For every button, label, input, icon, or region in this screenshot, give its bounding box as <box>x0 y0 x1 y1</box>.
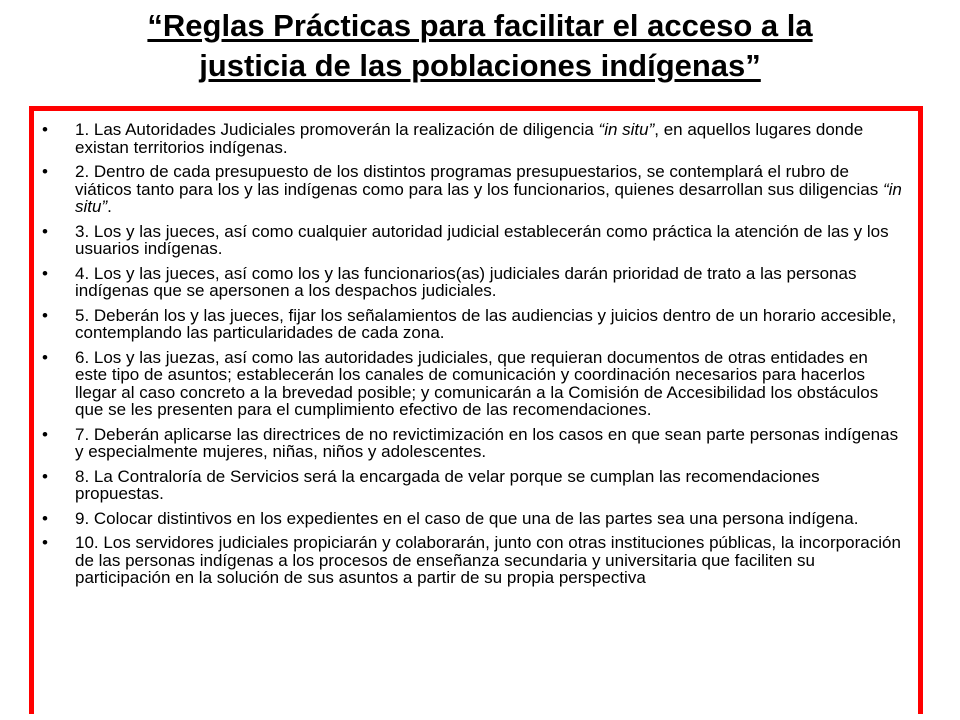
list-item <box>34 426 918 461</box>
list-item <box>34 121 918 156</box>
slide-title-line-2: justicia de las poblaciones indígenas” <box>199 48 761 83</box>
bullet-icon: • <box>42 508 48 528</box>
rule-text: 9. Colocar distintivos en los expedientes en el caso de que una de las partes sea una persona indígena. <box>75 508 859 528</box>
bullet-icon: • <box>42 120 48 139</box>
list-item <box>34 468 918 503</box>
rule-text: 6. Los y las juezas, así como las autoridades judiciales, que requieran documentos de otras entidades en este tipo de asuntos; establecerán los canales de comunicación y coordinación necesarios para hacerlos llegar al caso concreto a la brevedad posible; y comunicarán a la Comisión de Accesibilidad los obstáculos que se les presenten para el cumplimiento efectivo de las recomendaciones. <box>75 347 879 419</box>
slide-title <box>0 6 960 86</box>
list-item <box>34 510 918 528</box>
list-item <box>34 307 918 342</box>
rule-text: 4. Los y las jueces, así como los y las funcionarios(as) judiciales darán prioridad de trato a las personas indígenas que se apersonen a los despachos judiciales. <box>75 263 857 300</box>
list-item <box>34 265 918 300</box>
list-item <box>34 223 918 258</box>
rule-text: 1. Las Autoridades Judiciales promoverán la realización de diligencia “in situ”, en aquellos lugares donde existan territorios indígenas. <box>75 120 864 157</box>
rule-text: 8. La Contraloría de Servicios será la encargada de velar porque se cumplan las recomendaciones propuestas. <box>75 466 820 503</box>
bullet-icon: • <box>42 263 48 283</box>
rules-list <box>34 111 918 587</box>
bullet-icon: • <box>42 305 48 325</box>
bullet-icon: • <box>42 221 48 241</box>
bullet-icon: • <box>42 424 48 444</box>
list-item <box>34 349 918 419</box>
rule-text: 3. Los y las jueces, así como cualquier autoridad judicial establecerán como práctica la atención de las y los usuarios indígenas. <box>75 221 889 258</box>
rule-text: 7. Deberán aplicarse las directrices de no revictimización en los casos en que sean parte personas indígenas y especialmente mujeres, niñas, niños y adolescentes. <box>75 424 899 461</box>
slide-title-line-1: “Reglas Prácticas para facilitar el acceso a la <box>147 8 813 43</box>
rules-content-box <box>29 106 923 714</box>
bullet-icon: • <box>42 162 48 181</box>
rule-text: 2. Dentro de cada presupuesto de los distintos programas presupuestarios, se contemplará el rubro de viáticos tanto para los y las indígenas como para las y los funcionarios, quienes desarrollan sus diligencias “in situ”. <box>75 162 902 216</box>
rule-text: 5. Deberán los y las jueces, fijar los señalamientos de las audiencias y juicios dentro de un horario accesible, contemplando las particularidades de cada zona. <box>75 305 897 342</box>
bullet-icon: • <box>42 533 48 552</box>
bullet-icon: • <box>42 466 48 486</box>
list-item <box>34 534 918 587</box>
rule-text: 10. Los servidores judiciales propiciarán y colaborarán, junto con otras instituciones públicas, la incorporación de las personas indígenas a los procesos de enseñanza secundaria y universitaria que faciliten su participación en la solución de sus asuntos a partir de su propia perspectiva <box>75 533 901 587</box>
bullet-icon: • <box>42 347 48 367</box>
list-item <box>34 163 918 216</box>
